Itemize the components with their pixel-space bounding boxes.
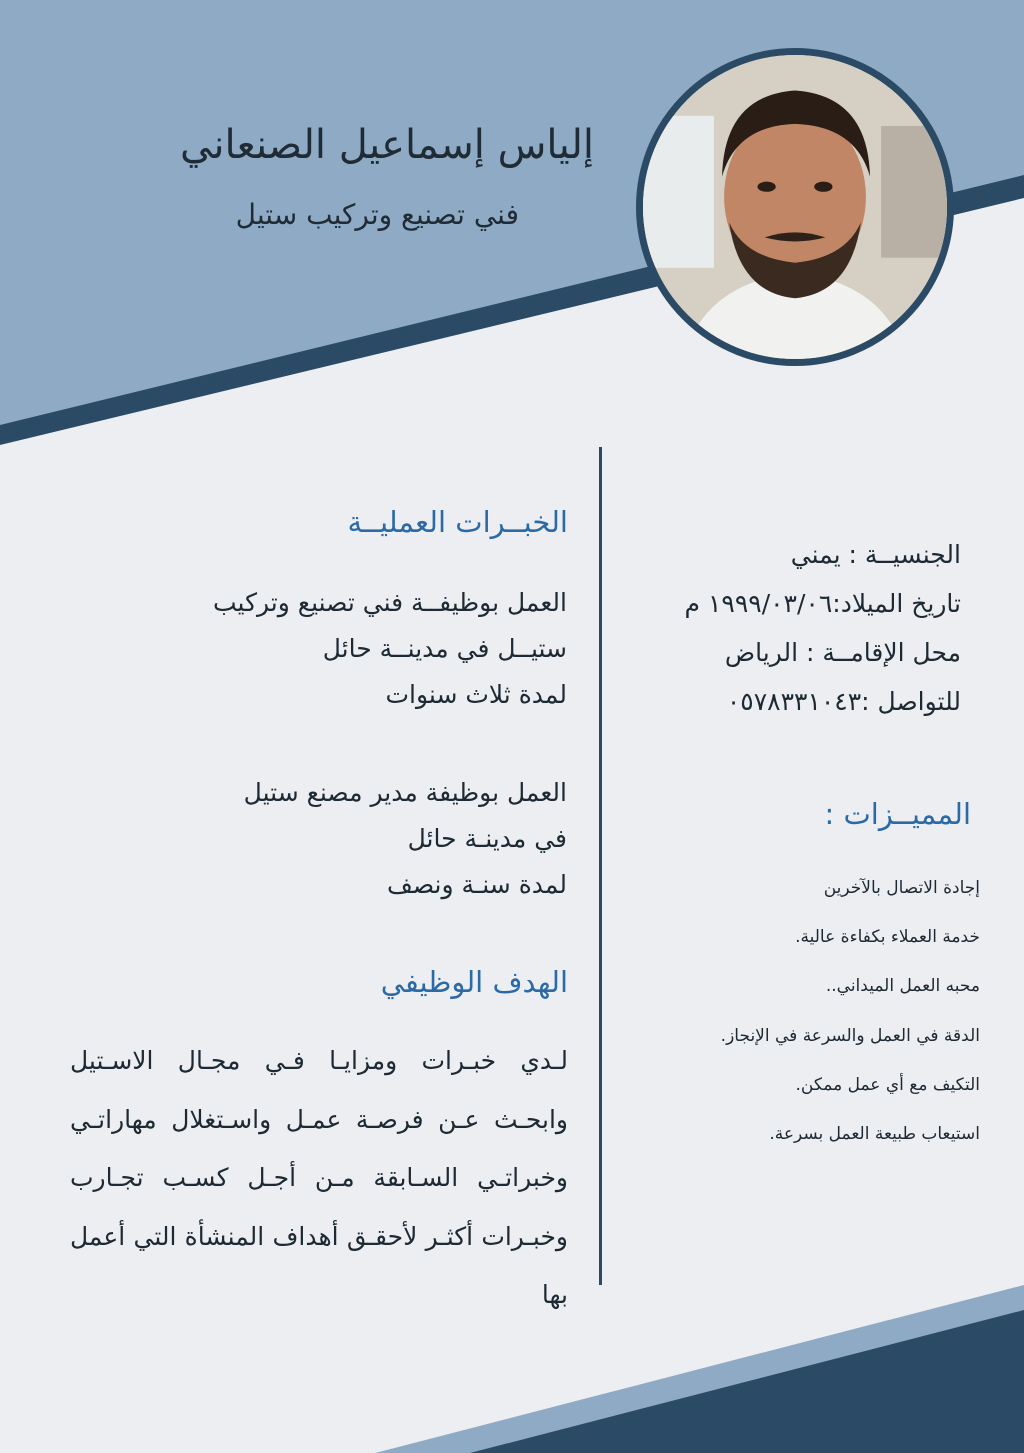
birth-date: تاريخ الميلاد:١٩٩٩/٠٣/٠٦ م xyxy=(684,589,961,618)
profile-photo xyxy=(636,48,954,366)
feature-item: خدمة العملاء بكفاءة عالية. xyxy=(795,927,980,948)
experience-line: العمل بوظيفة مدير مصنع ستيل xyxy=(243,778,567,807)
nationality: الجنسيــة : يمني xyxy=(790,540,961,569)
experience-line: لمدة ثلاث سنوات xyxy=(385,680,567,709)
goal-heading: الهدف الوظيفي xyxy=(380,965,568,999)
contact-phone: للتواصل :٠٥٧٨٣٣١٠٤٣ xyxy=(726,687,961,716)
feature-item: إجادة الاتصال بالآخرين xyxy=(823,878,980,898)
features-list xyxy=(721,864,980,1159)
feature-item: التكيف مع أي عمل ممكن. xyxy=(795,1074,980,1095)
experience-item-1 xyxy=(213,580,567,718)
feature-item: الدقة في العمل والسرعة في الإنجاز. xyxy=(720,1025,980,1046)
job-title: فني تصنيع وتركيب ستيل xyxy=(235,198,519,231)
feature-item: استيعاب طبيعة العمل بسرعة. xyxy=(769,1123,980,1144)
residence: محل الإقامــة : الرياض xyxy=(724,638,961,667)
experience-line: لمدة سنـة ونصف xyxy=(387,870,567,899)
feature-item: محبه العمل الميداني.. xyxy=(825,976,980,997)
personal-info xyxy=(685,530,961,726)
avatar xyxy=(643,55,947,359)
experience-line: ستيــل في مدينــة حائل xyxy=(322,634,567,663)
candidate-name: إلياس إسماعيل الصنعاني xyxy=(179,122,594,168)
experience-item-2 xyxy=(244,770,567,908)
experience-heading: الخبــرات العمليــة xyxy=(347,505,568,539)
experience-line: العمل بوظيفــة فني تصنيع وتركيب xyxy=(213,588,567,617)
column-divider xyxy=(599,447,602,1285)
experience-line: في مدينـة حائل xyxy=(407,824,567,853)
features-heading: المميــزات : xyxy=(824,797,971,831)
goal-text: لـدي خبـرات ومزايـا فـي مجـال الاسـتيل وابحـث عـن فرصـة عمـل واسـتغلال مهاراتـي وخبراتـي السـابقة مـن أجـل كسـب تجـارب وخبـرات أكثـر لأحقـق أهداف المنشأة التي أعمل بها xyxy=(70,1046,568,1309)
